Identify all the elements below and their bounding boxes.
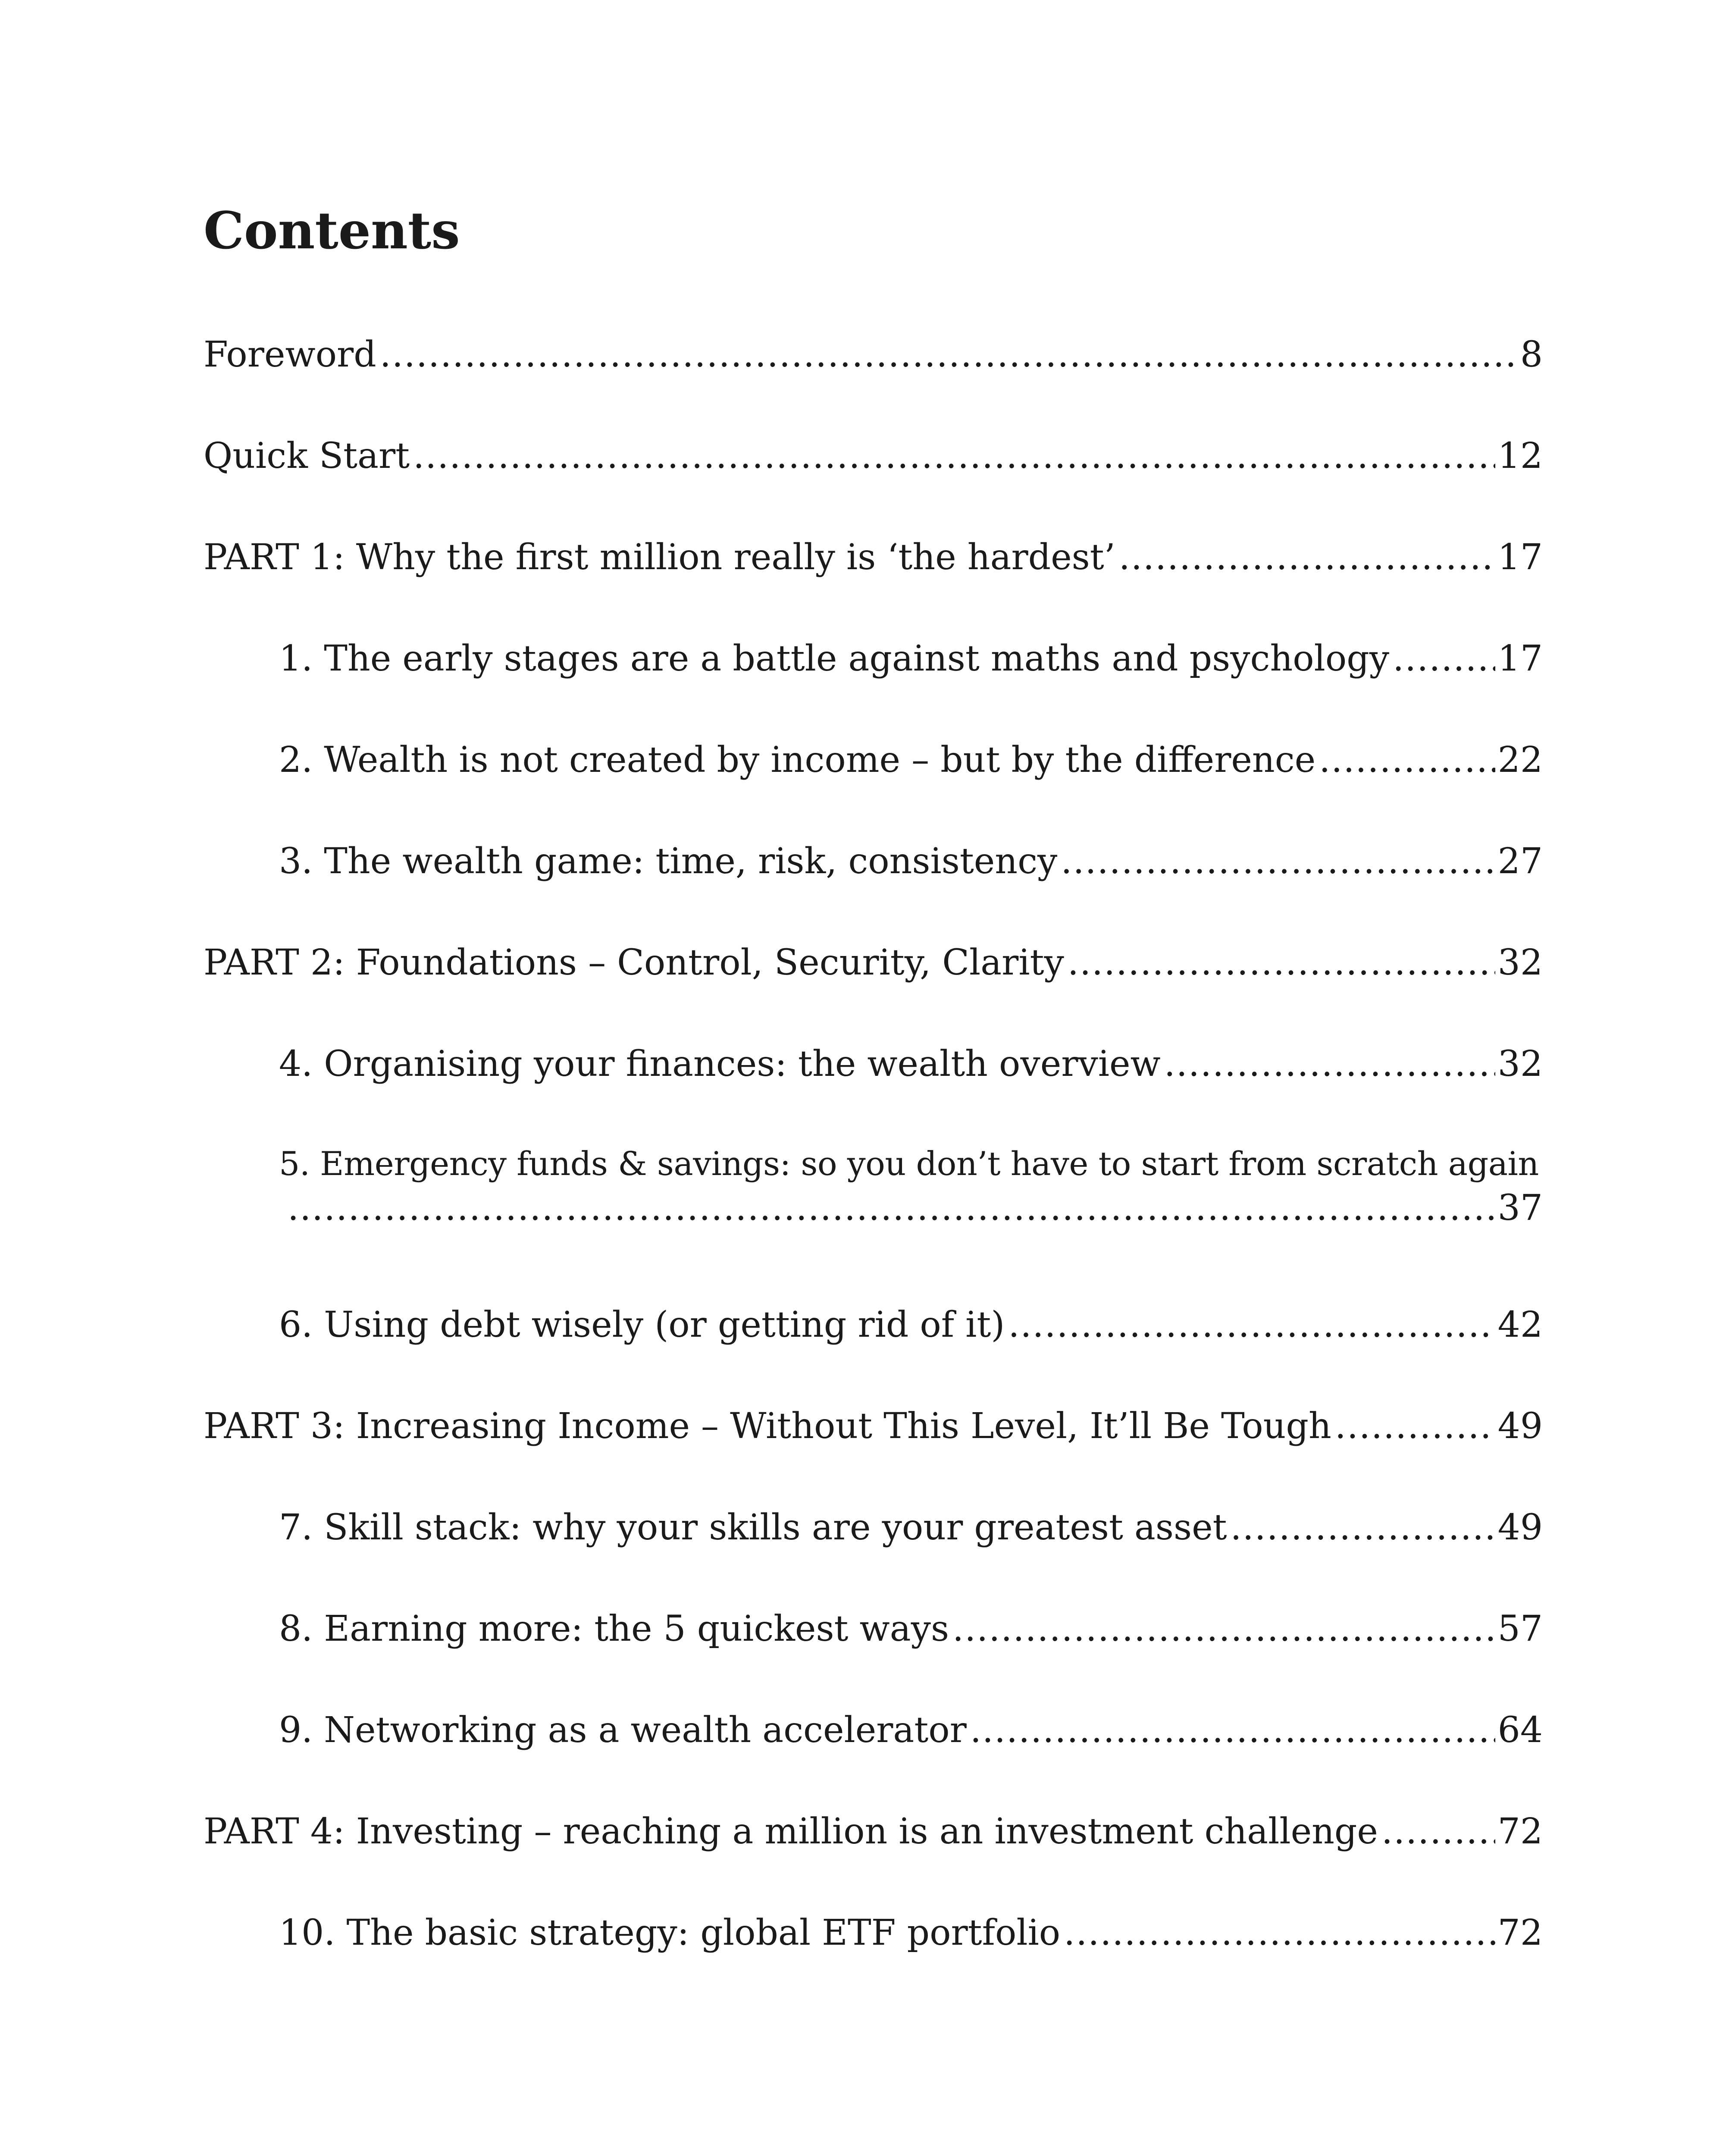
toc-entry-chapter-1[interactable]: [204, 602, 1543, 703]
toc-entry-label: PART 4: Investing – reaching a million is an investment challenge: [204, 1811, 1378, 1852]
toc-dot-leader: [1164, 1041, 1495, 1087]
toc-page-number: 49: [1497, 1507, 1543, 1548]
toc-dot-leader: [1319, 737, 1495, 783]
toc-page-number: 27: [1497, 841, 1543, 882]
toc-entry-chapter-6[interactable]: [204, 1268, 1543, 1369]
toc-entry-label: 7. Skill stack: why your skills are your greatest asset: [279, 1507, 1227, 1548]
toc-page-number: 17: [1497, 537, 1543, 578]
toc-entry-label: 3. The wealth game: time, risk, consistency: [279, 841, 1058, 882]
toc-entry-label: Quick Start: [204, 436, 410, 476]
toc-entry-label: PART 2: Foundations – Control, Security, Clarity: [204, 942, 1064, 983]
toc-entry-chapter-7[interactable]: [204, 1470, 1543, 1572]
toc-entry-chapter-8[interactable]: [204, 1572, 1543, 1673]
toc-dot-leader: [1008, 1302, 1495, 1348]
toc-dot-leader: [1119, 535, 1495, 581]
toc-entry-label: 4. Organising your finances: the wealth overview: [279, 1044, 1161, 1084]
table-of-contents: [204, 298, 1543, 1977]
toc-page-number: 17: [1497, 638, 1543, 679]
toc-page-number: 72: [1497, 1912, 1543, 1953]
toc-page-number: 72: [1497, 1811, 1543, 1852]
toc-dot-leader: [1335, 1404, 1495, 1450]
toc-entry-label: 10. The basic strategy: global ETF portfolio: [279, 1912, 1061, 1953]
toc-entry-part-4[interactable]: [204, 1774, 1543, 1876]
toc-entry-label: 9. Networking as a wealth accelerator: [279, 1710, 967, 1751]
toc-entry-continuation: [279, 1185, 1543, 1232]
toc-page-number: 64: [1497, 1710, 1543, 1751]
toc-entry-label: PART 1: Why the first million really is ‘the hardest’: [204, 537, 1115, 578]
toc-page-number: 37: [1497, 1187, 1543, 1228]
toc-dot-leader: [1061, 839, 1495, 885]
toc-entry-chapter-10[interactable]: [204, 1876, 1543, 1977]
toc-dot-leader: [1068, 940, 1495, 986]
toc-dot-leader: [380, 332, 1518, 378]
toc-entry-chapter-9[interactable]: [204, 1673, 1543, 1774]
toc-entry-chapter-2[interactable]: [204, 703, 1543, 804]
toc-entry-label: Foreword: [204, 334, 376, 375]
toc-page-number: 32: [1497, 1044, 1543, 1084]
toc-entry-label: 8. Earning more: the 5 quickest ways: [279, 1608, 949, 1649]
toc-page-number: 49: [1497, 1406, 1543, 1447]
toc-page-number: 32: [1497, 942, 1543, 983]
toc-dot-leader: [952, 1606, 1495, 1652]
toc-entry-foreword[interactable]: [204, 298, 1543, 399]
toc-entry-quick-start[interactable]: [204, 399, 1543, 500]
toc-dot-leader: [1064, 1910, 1495, 1956]
toc-page-number: 22: [1497, 740, 1543, 780]
toc-dot-leader: [1231, 1505, 1495, 1551]
toc-dot-leader: [288, 1185, 1495, 1232]
toc-entry-chapter-5[interactable]: [204, 1108, 1543, 1268]
toc-dot-leader: [413, 433, 1495, 479]
page-title: Contents: [204, 201, 460, 260]
toc-entry-chapter-3[interactable]: [204, 804, 1543, 906]
toc-dot-leader: [1393, 636, 1495, 682]
toc-dot-leader: [1381, 1809, 1495, 1855]
toc-entry-chapter-4[interactable]: [204, 1007, 1543, 1108]
toc-entry-label: 5. Emergency funds & savings: so you don’t have to start from scratch again: [279, 1144, 1539, 1183]
toc-entry-part-3[interactable]: [204, 1369, 1543, 1470]
toc-dot-leader: [970, 1708, 1495, 1754]
toc-entry-label: 2. Wealth is not created by income – but by the difference: [279, 740, 1316, 780]
toc-page-number: 42: [1497, 1304, 1543, 1345]
toc-page-number: 57: [1497, 1608, 1543, 1649]
toc-entry-part-1[interactable]: [204, 500, 1543, 602]
toc-page-number: 12: [1497, 436, 1543, 476]
toc-entry-label: 1. The early stages are a battle against maths and psychology: [279, 638, 1390, 679]
toc-entry-label: PART 3: Increasing Income – Without This Level, It’ll Be Tough: [204, 1406, 1331, 1447]
toc-entry-label: 6. Using debt wisely (or getting rid of it): [279, 1304, 1005, 1345]
toc-entry-part-2[interactable]: [204, 906, 1543, 1007]
toc-page-number: 8: [1520, 334, 1543, 375]
